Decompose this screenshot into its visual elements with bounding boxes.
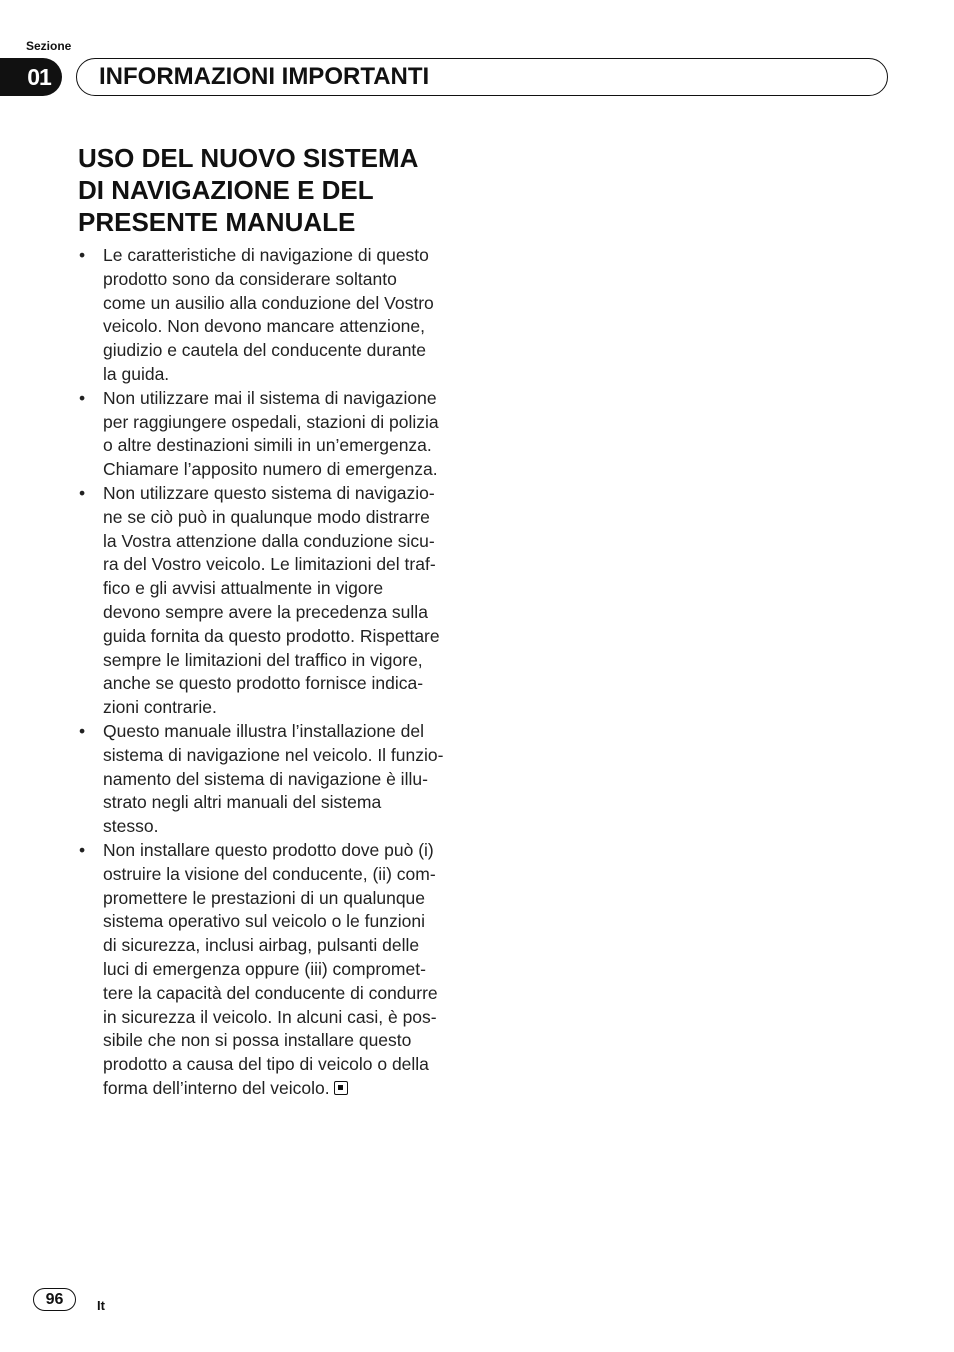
- bullet-text: Le caratteristiche di navigazione di questo prodotto sono da considerare soltanto come un ausilio alla conduzione del Vostro veicolo. Non devono mancare attenzione, giudizio e cautela del conducente durante la guida.: [103, 245, 434, 384]
- end-of-section-square-icon: [334, 1081, 348, 1095]
- bullet-item: [78, 387, 470, 482]
- bullet-item: [78, 720, 470, 839]
- page-number: 96: [33, 1288, 76, 1311]
- bullet-text: Non utilizzare mai il sistema di navigazione per raggiungere ospedali, stazioni di polizia o altre destinazioni simili in un’emergenza. Chiamare l’apposito numero di emergenza.: [103, 387, 439, 480]
- bullet-icon: •: [79, 720, 86, 741]
- bullet-text: Non installare questo prodotto dove può (i) ostruire la visione del conducente, (ii) com- promettere le prestazioni di un qualunque sistema operativo sul veicolo o le funzioni di sicurezza, inclusi airbag, pulsanti delle luci di emergenza oppure (iii) compromet- tere la capacità del conducente di condurre in sicurezza il veicolo. In alcuni casi, è pos- sibile che non si possa installare questo prodotto a causa del tipo di veicolo o della forma dell’interno del veicolo.: [103, 839, 438, 1098]
- section-title: INFORMAZIONI IMPORTANTI: [99, 63, 430, 90]
- section-title-bar: [76, 58, 888, 96]
- bullet-item: [78, 482, 470, 720]
- bullet-icon: •: [79, 387, 86, 408]
- bullet-text: Non utilizzare questo sistema di navigazio- ne se ciò può in qualunque modo distrarre la Vostra attenzione dalla conduzione sicu- ra del Vostro veicolo. Le limitazioni del traf- fico e gli avvisi attualmente in vigore devono sempre avere la precedenza sulla guida fornita da questo prodotto. Rispettare sempre le limitazioni del traffico in vigore, anche se questo prodotto fornisce indica- zioni contrarie.: [103, 482, 440, 718]
- bullet-icon: •: [79, 482, 86, 503]
- language-code: It: [97, 1298, 105, 1313]
- section-number-tab: 01: [0, 58, 62, 96]
- bullet-item: [78, 839, 470, 1101]
- bullet-text: Questo manuale illustra l’installazione del sistema di navigazione nel veicolo. Il funzio- namento del sistema di navigazione è illu- strato negli altri manuali del sistema stesso.: [103, 720, 444, 837]
- bullet-item: [78, 244, 470, 387]
- page-heading: USO DEL NUOVO SISTEMA DI NAVIGAZIONE E DEL PRESENTE MANUALE: [78, 143, 419, 237]
- bullet-list: [78, 244, 470, 1101]
- bullet-icon: •: [79, 245, 86, 265]
- section-label: Sezione: [26, 39, 72, 53]
- bullet-icon: •: [79, 839, 86, 860]
